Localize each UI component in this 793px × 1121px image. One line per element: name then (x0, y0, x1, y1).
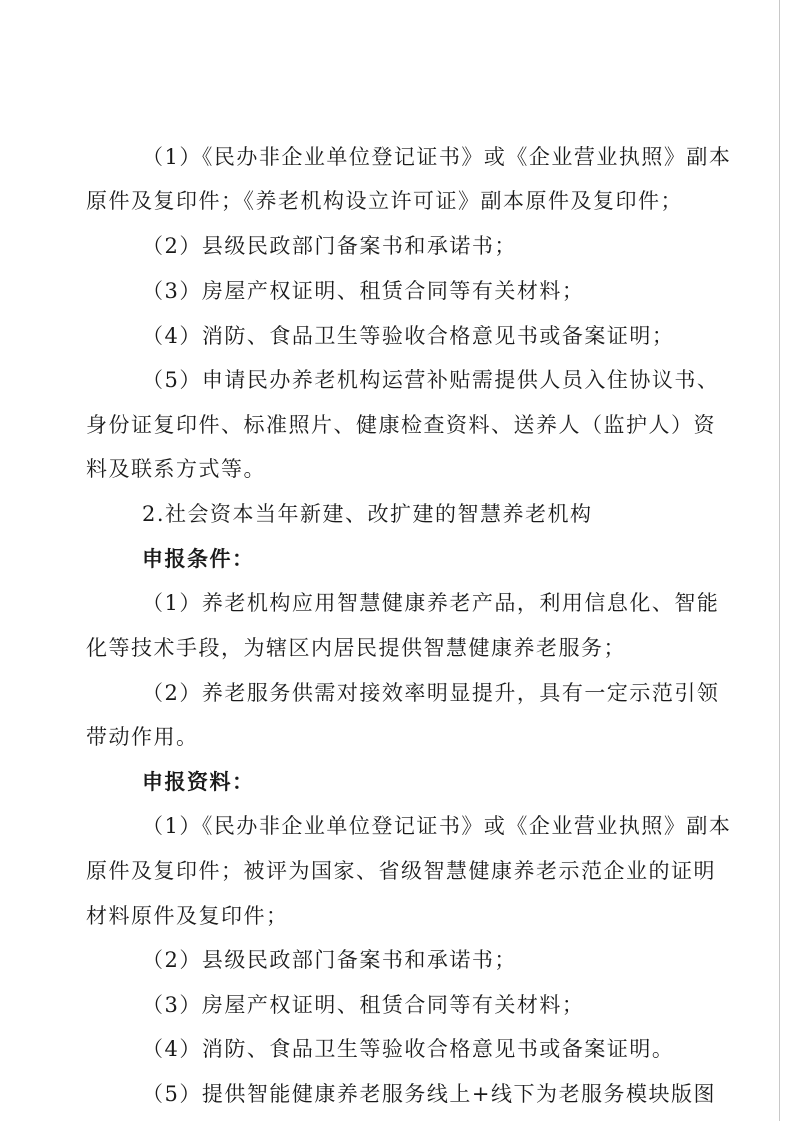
paragraph-line: （1）《民办非企业单位登记证书》或《企业营业执照》副本 (142, 814, 732, 838)
paragraph-line: （2）县级民政部门备案书和承诺书； (142, 234, 517, 258)
paragraph-line: （2）养老服务供需对接效率明显提升，具有一定示范引领 (142, 681, 720, 705)
paragraph-line: 身份证复印件、标准照片、健康检查资料、送养人（监护人）资 (86, 413, 716, 437)
paragraph-line: 化等技术手段，为辖区内居民提供智慧健康养老服务； (86, 636, 626, 660)
paragraph-line: （3）房屋产权证明、租赁合同等有关材料； (142, 993, 585, 1017)
section-heading: 2.社会资本当年新建、改扩建的智慧养老机构 (142, 502, 593, 526)
paragraph-line: （5）提供智能健康养老服务线上+线下为老服务模块版图 (142, 1082, 716, 1106)
paragraph-line: （4）消防、食品卫生等验收合格意见书或备案证明； (142, 324, 675, 348)
subheading-conditions: 申报条件： (142, 546, 255, 571)
paragraph-line: 带动作用。 (86, 725, 199, 749)
paragraph-line: （2）县级民政部门备案书和承诺书； (142, 948, 517, 972)
paragraph-line: 料及联系方式等。 (86, 457, 266, 481)
page-edge-divider (779, 0, 780, 1121)
paragraph-line: 原件及复印件；《养老机构设立许可证》副本原件及复印件； (86, 189, 683, 213)
paragraph-line: （1）养老机构应用智慧健康养老产品，利用信息化、智能 (142, 591, 720, 615)
paragraph-line: （4）消防、食品卫生等验收合格意见书或备案证明。 (142, 1037, 675, 1061)
paragraph-line: 材料原件及复印件； (86, 904, 289, 928)
paragraph-line: （5）申请民办养老机构运营补贴需提供人员入住协议书、 (142, 368, 720, 392)
subheading-materials: 申报资料： (142, 769, 255, 794)
paragraph-line: （1）《民办非企业单位登记证书》或《企业营业执照》副本 (142, 145, 732, 169)
paragraph-line: 原件及复印件；被评为国家、省级智慧健康养老示范企业的证明 (86, 859, 716, 883)
paragraph-line: （3）房屋产权证明、租赁合同等有关材料； (142, 279, 585, 303)
